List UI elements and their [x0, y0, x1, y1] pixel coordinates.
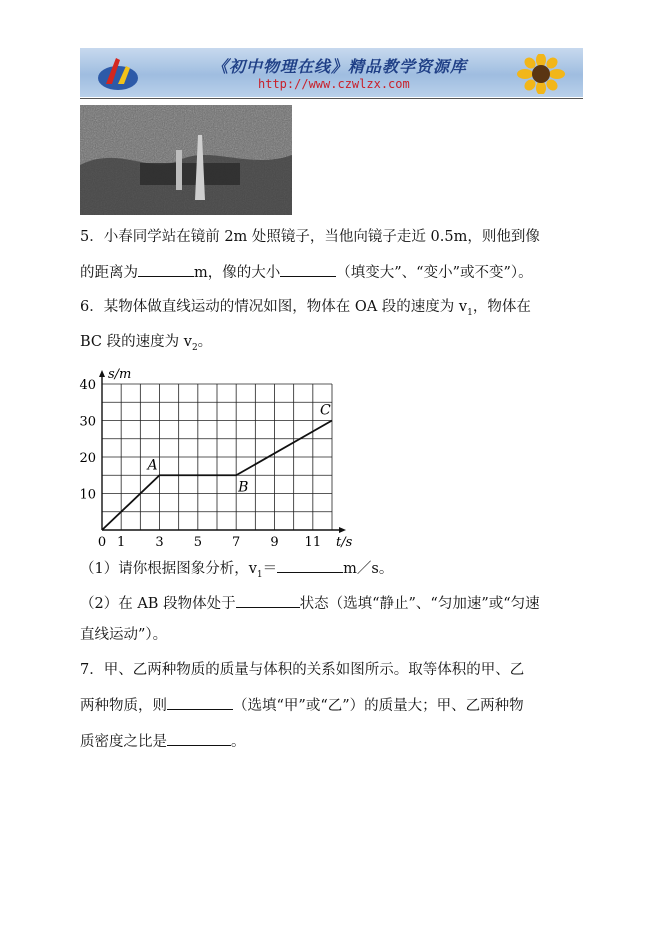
- q5-line1: 5．小春同学站在镜前 2m 处照镜子，当他向镜子走近 0.5m，则他到像: [80, 229, 540, 245]
- logo-icon: [96, 54, 140, 92]
- x-axis-label: t/s: [336, 535, 353, 550]
- q6-sub1: [80, 558, 393, 585]
- q6-text-b: ，物体在: [472, 299, 531, 315]
- q6-answer-blank-state[interactable]: [236, 593, 300, 608]
- y-tick-label: 40: [79, 378, 96, 393]
- sunflower-icon: [513, 54, 569, 94]
- q6-sub2-line2: 直线运动”）。: [80, 627, 168, 643]
- q6-sub-2: 2: [191, 342, 198, 353]
- x-axis-arrow-icon: [339, 527, 346, 533]
- x-tick-label: 0: [97, 535, 107, 550]
- q7-text-c: 质密度之比是: [80, 734, 167, 750]
- y-tick-label: 30: [79, 414, 96, 430]
- q7-answer-blank-ratio[interactable]: [167, 731, 231, 746]
- y-tick-label: 10: [79, 487, 96, 503]
- x-tick-label: 11: [304, 535, 322, 550]
- x-tick-label: 3: [155, 535, 164, 550]
- q6-line1: [80, 297, 531, 323]
- q6-text-c: BC 段的速度为 v: [80, 334, 192, 350]
- q6-sub1-sub: 1: [256, 569, 263, 580]
- q6-sub1-text-a: （1）请你根据图象分析，v: [80, 561, 257, 577]
- header-banner: [80, 48, 583, 97]
- q6-sub-1: 1: [467, 307, 473, 318]
- y-axis-arrow-icon: [99, 370, 105, 377]
- q5-line2: [80, 262, 533, 283]
- q6-sub2-text-a: （2）在 AB 段物体处于: [80, 596, 236, 612]
- q5-text-a: 的距离为: [80, 265, 138, 281]
- q7-line1: 7．甲、乙两种物质的质量与体积的关系如图所示。取等体积的甲、乙: [80, 662, 525, 678]
- y-axis-label: s/m: [108, 367, 132, 382]
- x-tick-label: 5: [193, 535, 202, 550]
- q7-line2: [80, 695, 524, 716]
- q6-answer-blank-v1[interactable]: [277, 558, 343, 573]
- q5-text-c: （填变大”、“变小”或不变”）。: [336, 265, 533, 281]
- point-label-a: A: [147, 457, 158, 474]
- q6-text-a: 6．某物体做直线运动的情况如图，物体在 OA 段的速度为 v: [80, 299, 468, 315]
- q6-text-d: 。: [197, 334, 213, 350]
- x-tick-label: 1: [117, 535, 126, 550]
- q6-sub1-text-c: m／s。: [343, 561, 394, 577]
- header-rule: [80, 98, 583, 99]
- q5-text-b: m，像的大小: [194, 265, 281, 281]
- q7-text-d: 。: [231, 734, 246, 750]
- point-label-c: C: [320, 402, 331, 419]
- q6-sub2-text-b: 状态（选填“静止”、“匀加速”或“匀速: [299, 596, 540, 612]
- q5-answer-blank-distance[interactable]: [138, 262, 194, 277]
- y-tick-label: 20: [79, 451, 96, 466]
- q6-sub1-text-b: ＝: [262, 561, 278, 577]
- x-tick-label: 9: [270, 535, 279, 550]
- q5-answer-blank-size[interactable]: [280, 262, 336, 277]
- q7-text-a: 两种物质，则: [80, 698, 167, 714]
- x-tick-label: 7: [232, 535, 241, 550]
- banner-url: http://www.czwlzx.com: [258, 77, 410, 91]
- q6-sub2: [80, 593, 540, 614]
- banner-title: 《初中物理在线》精品教学资源库: [212, 57, 468, 76]
- q6-line2: [80, 332, 212, 358]
- point-label-b: B: [238, 479, 249, 496]
- q7-line3: [80, 731, 246, 752]
- distance-time-graph: [70, 362, 360, 552]
- q7-text-b: （选填“甲”或“乙”）的质量大；甲、乙两种物: [233, 698, 524, 714]
- q7-answer-blank-heavier[interactable]: [167, 695, 233, 710]
- mirror-photo: [80, 105, 292, 215]
